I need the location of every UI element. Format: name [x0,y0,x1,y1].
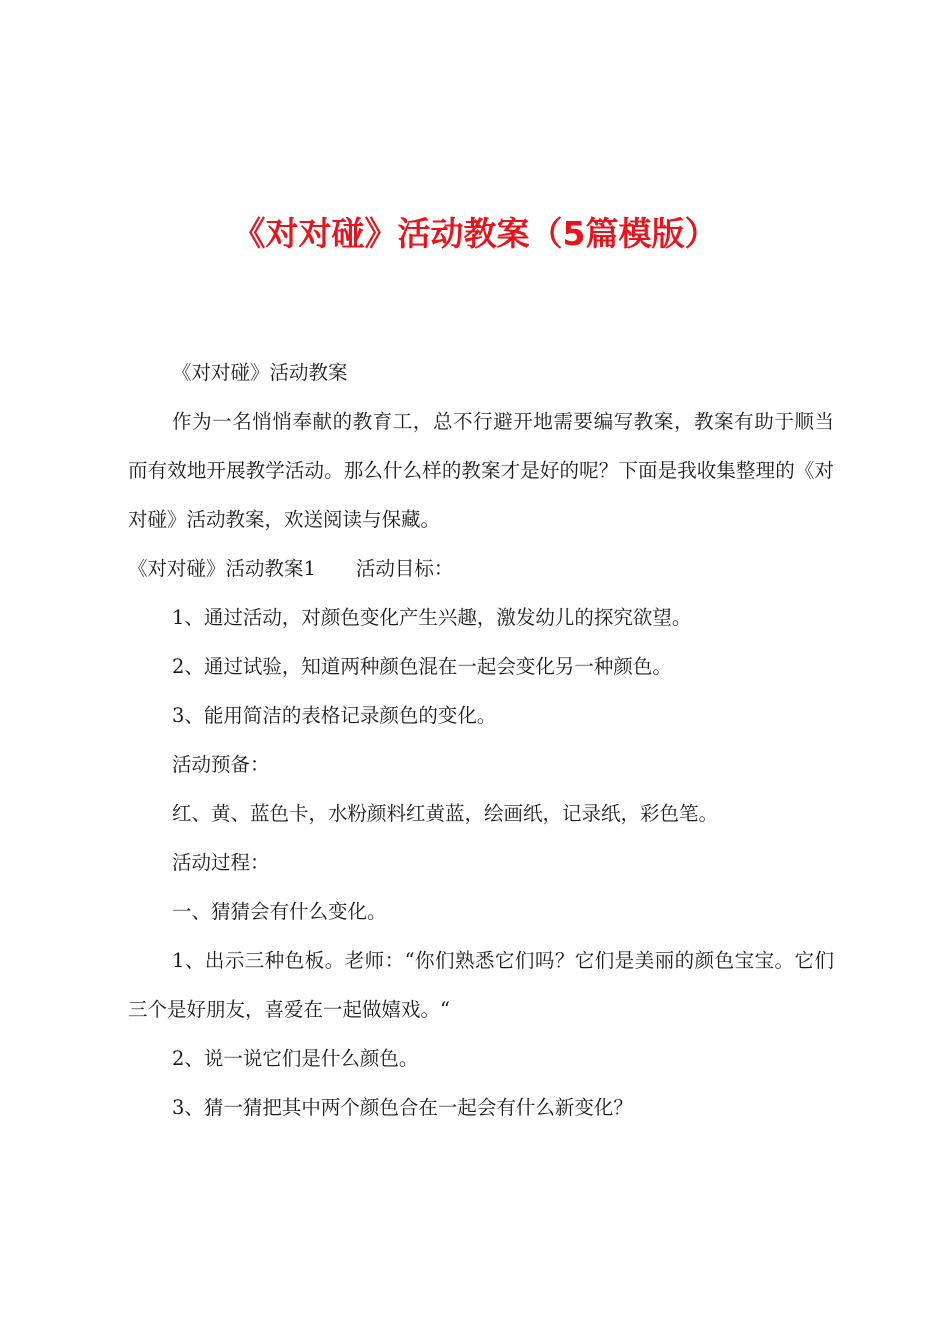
intro-paragraph: 作为一名悄悄奉献的教育工，总不行避开地需要编写教案，教案有助于顺当而有效地开展教学活动。那么什么样的教案才是好的呢？下面是我收集整理的《对对碰》活动教案，欢送阅读与保藏。 [128,410,834,531]
section1-heading: 《对对碰》活动教案1 [128,557,316,580]
process-step-2: 1、出示三种色板。老师：“你们熟悉它们吗？它们是美丽的颜色宝宝。它们三个是好朋友，喜爱在一起做嬉戏。“ [128,949,834,1021]
prep-label: 活动预备： [172,753,270,776]
goal-item-2: 2、通过试验，知道两种颜色混在一起会变化另一种颜色。 [172,655,672,678]
goal-item-1: 1、通过活动，对颜色变化产生兴趣，激发幼儿的探究欲望。 [172,606,692,629]
document-title: 《对对碰》活动教案（5篇模版） [232,214,718,253]
process-step-4: 3、猜一猜把其中两个颜色合在一起会有什么新变化？ [172,1096,633,1119]
process-step-3: 2、说一说它们是什么颜色。 [172,1047,419,1070]
process-step-1: 一、猜猜会有什么变化。 [172,900,387,923]
document-subtitle: 《对对碰》活动教案 [172,361,348,384]
goal-item-3: 3、能用简洁的表格记录颜色的变化。 [172,704,497,727]
process-label: 活动过程： [172,851,270,874]
goals-label: 活动目标： [355,557,454,580]
prep-items: 红、黄、蓝色卡，水粉颜料红黄蓝，绘画纸，记录纸，彩色笔。 [172,802,719,825]
document-body [128,348,834,1132]
section-heading-line [128,544,834,593]
